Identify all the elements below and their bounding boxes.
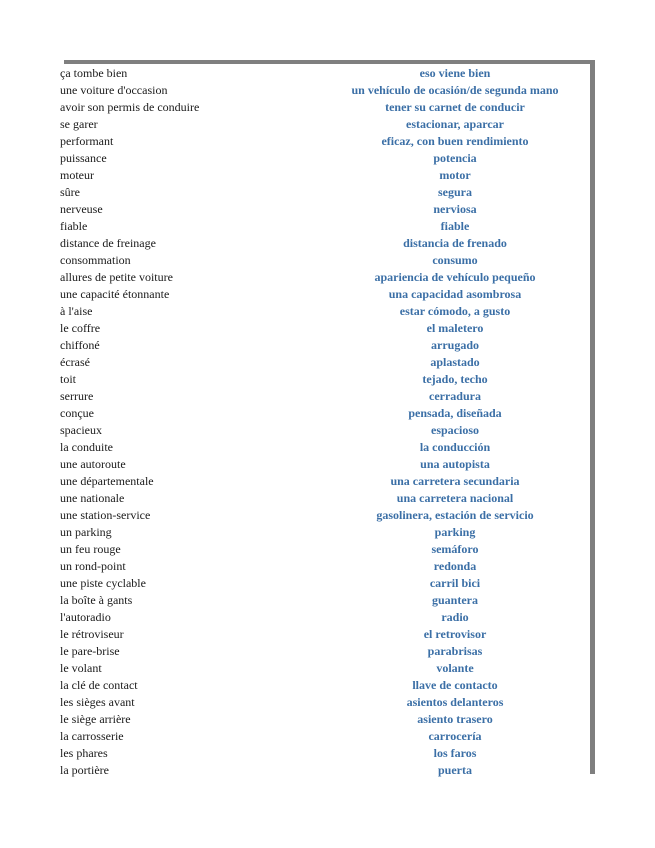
vocabulary-row xyxy=(60,575,590,592)
french-term: fiable xyxy=(60,219,88,233)
vocabulary-row xyxy=(60,626,590,643)
french-term: un feu rouge xyxy=(60,542,121,556)
spanish-translation: una carretera secundaria xyxy=(390,474,520,488)
vocabulary-row xyxy=(60,422,590,439)
french-term: une station-service xyxy=(60,508,151,522)
spanish-translation: volante xyxy=(436,661,474,675)
vocabulary-row xyxy=(60,235,590,252)
spanish-translation: carrocería xyxy=(428,729,482,743)
french-term: moteur xyxy=(60,168,94,182)
spanish-translation: puerta xyxy=(438,763,472,777)
vocabulary-row xyxy=(60,728,590,745)
vocabulary-row xyxy=(60,456,590,473)
french-term: nerveuse xyxy=(60,202,103,216)
spanish-translation: eficaz, con buen rendimiento xyxy=(381,134,529,148)
vocabulary-row xyxy=(60,592,590,609)
spanish-translation: fiable xyxy=(440,219,470,233)
spanish-translation: distancia de frenado xyxy=(403,236,507,250)
spanish-translation: apariencia de vehículo pequeño xyxy=(374,270,536,284)
french-term: un rond-point xyxy=(60,559,126,573)
french-term: écrasé xyxy=(60,355,90,369)
french-term: le pare-brise xyxy=(60,644,120,658)
vocabulary-row xyxy=(60,660,590,677)
vocabulary-row xyxy=(60,184,590,201)
french-term: le coffre xyxy=(60,321,101,335)
spanish-translation: motor xyxy=(439,168,471,182)
french-term: le volant xyxy=(60,661,102,675)
frame-right-border xyxy=(590,60,595,774)
vocabulary-table-body xyxy=(60,65,590,779)
spanish-translation: el retrovisor xyxy=(423,627,487,641)
vocabulary-row xyxy=(60,99,590,116)
spanish-translation: potencia xyxy=(433,151,477,165)
vocabulary-row xyxy=(60,150,590,167)
vocabulary-row xyxy=(60,252,590,269)
spanish-translation: parking xyxy=(434,525,476,539)
spanish-translation: estacionar, aparcar xyxy=(406,117,504,131)
spanish-translation: los faros xyxy=(433,746,477,760)
vocabulary-row xyxy=(60,694,590,711)
french-term: les phares xyxy=(60,746,108,760)
french-term: le rétroviseur xyxy=(60,627,124,641)
french-term: consommation xyxy=(60,253,131,267)
french-term: la conduite xyxy=(60,440,113,454)
spanish-translation: tener su carnet de conducir xyxy=(385,100,525,114)
vocabulary-row xyxy=(60,320,590,337)
french-term: une autoroute xyxy=(60,457,126,471)
spanish-translation: llave de contacto xyxy=(412,678,498,692)
french-term: le siège arrière xyxy=(60,712,131,726)
vocabulary-row xyxy=(60,218,590,235)
spanish-translation: arrugado xyxy=(431,338,479,352)
french-term: l'autoradio xyxy=(60,610,111,624)
vocabulary-row xyxy=(60,677,590,694)
vocabulary-row xyxy=(60,507,590,524)
vocabulary-row xyxy=(60,643,590,660)
vocabulary-row xyxy=(60,473,590,490)
spanish-translation: asientos delanteros xyxy=(406,695,504,709)
vocabulary-row xyxy=(60,711,590,728)
french-term: à l'aise xyxy=(60,304,93,318)
frame-top-border xyxy=(64,60,595,64)
french-term: performant xyxy=(60,134,114,148)
french-term: une départementale xyxy=(60,474,154,488)
spanish-translation: un vehículo de ocasión/de segunda mano xyxy=(351,83,559,97)
french-term: spacieux xyxy=(60,423,102,437)
spanish-translation: tejado, techo xyxy=(422,372,488,386)
french-term: une piste cyclable xyxy=(60,576,146,590)
vocabulary-row xyxy=(60,490,590,507)
vocabulary-row xyxy=(60,558,590,575)
french-term: la boîte à gants xyxy=(60,593,133,607)
french-term: serrure xyxy=(60,389,94,403)
spanish-translation: nerviosa xyxy=(433,202,477,216)
spanish-translation: una capacidad asombrosa xyxy=(388,287,522,301)
vocabulary-row xyxy=(60,609,590,626)
french-term: une voiture d'occasion xyxy=(60,83,168,97)
vocabulary-row xyxy=(60,354,590,371)
spanish-translation: una autopista xyxy=(420,457,490,471)
spanish-translation: una carretera nacional xyxy=(396,491,514,505)
vocabulary-row xyxy=(60,524,590,541)
french-term: chiffoné xyxy=(60,338,100,352)
french-term: une capacité étonnante xyxy=(60,287,170,301)
french-term: la portière xyxy=(60,763,109,777)
vocabulary-table xyxy=(60,65,590,779)
vocabulary-row xyxy=(60,133,590,150)
french-term: allures de petite voiture xyxy=(60,270,173,284)
spanish-translation: el maletero xyxy=(426,321,484,335)
french-term: sûre xyxy=(60,185,80,199)
vocabulary-row xyxy=(60,388,590,405)
french-term: avoir son permis de conduire xyxy=(60,100,200,114)
vocabulary-row xyxy=(60,201,590,218)
french-term: une nationale xyxy=(60,491,125,505)
vocabulary-row xyxy=(60,439,590,456)
spanish-translation: espacioso xyxy=(431,423,479,437)
spanish-translation: asiento trasero xyxy=(417,712,493,726)
vocabulary-row xyxy=(60,116,590,133)
french-term: la clé de contact xyxy=(60,678,138,692)
vocabulary-row xyxy=(60,745,590,762)
french-term: se garer xyxy=(60,117,98,131)
spanish-translation: la conducción xyxy=(419,440,491,454)
spanish-translation: semáforo xyxy=(431,542,479,556)
spanish-translation: gasolinera, estación de servicio xyxy=(376,508,534,522)
spanish-translation: guantera xyxy=(432,593,478,607)
french-term: toit xyxy=(60,372,77,386)
vocabulary-row xyxy=(60,371,590,388)
spanish-translation: redonda xyxy=(433,559,477,573)
french-term: puissance xyxy=(60,151,107,165)
french-term: distance de freinage xyxy=(60,236,156,250)
vocabulary-row xyxy=(60,286,590,303)
spanish-translation: eso viene bien xyxy=(419,66,491,80)
french-term: conçue xyxy=(60,406,94,420)
spanish-translation: consumo xyxy=(432,253,478,267)
vocabulary-row xyxy=(60,337,590,354)
spanish-translation: parabrisas xyxy=(427,644,483,658)
vocabulary-row xyxy=(60,167,590,184)
spanish-translation: segura xyxy=(438,185,472,199)
vocabulary-row xyxy=(60,269,590,286)
french-term: un parking xyxy=(60,525,112,539)
spanish-translation: pensada, diseñada xyxy=(408,406,502,420)
spanish-translation: aplastado xyxy=(430,355,480,369)
french-term: la carrosserie xyxy=(60,729,124,743)
vocabulary-row xyxy=(60,303,590,320)
spanish-translation: carril bici xyxy=(429,576,481,590)
vocabulary-row xyxy=(60,541,590,558)
french-term: les sièges avant xyxy=(60,695,135,709)
spanish-translation: estar cómodo, a gusto xyxy=(399,304,511,318)
vocabulary-row xyxy=(60,762,590,779)
spanish-translation: radio xyxy=(441,610,469,624)
vocabulary-row xyxy=(60,405,590,422)
spanish-translation: cerradura xyxy=(429,389,481,403)
french-term: ça tombe bien xyxy=(60,66,128,80)
vocabulary-row xyxy=(60,82,590,99)
vocabulary-row xyxy=(60,65,590,82)
